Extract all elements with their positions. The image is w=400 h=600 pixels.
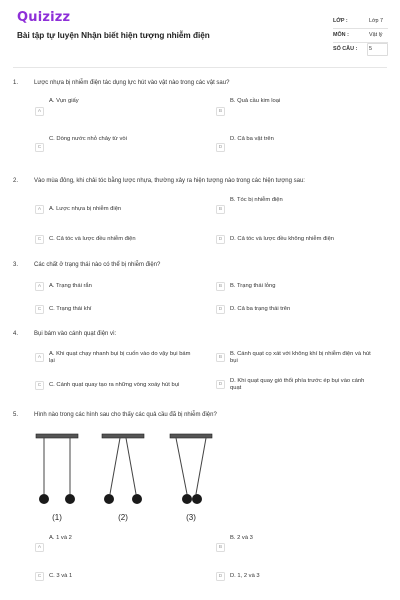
- answer-box: A: [35, 205, 44, 214]
- question-4-text: Bụi bám vào cánh quạt điện vì:: [34, 331, 117, 337]
- option-text: B. Cánh quạt cọ xát với không khí bị nhiễm điện và hút bụi: [230, 351, 371, 365]
- question-2-number: 2.: [13, 178, 19, 184]
- answer-box: C: [35, 143, 44, 152]
- option-text: D. 1, 2 và 3: [230, 573, 260, 579]
- answer-box: D: [216, 235, 225, 244]
- meta-subject-value: Vật lý: [369, 32, 383, 38]
- pendulum-set-2: [102, 434, 144, 522]
- question-5-number: 5.: [13, 412, 19, 418]
- answer-box: B: [216, 205, 225, 214]
- option-text: C. Cả tóc và lược đều nhiễm điện: [49, 236, 136, 242]
- figure-label-1: (1): [52, 513, 62, 522]
- pendulum-figure: [30, 432, 220, 526]
- option-text: B. Tóc bị nhiễm điện: [230, 197, 283, 203]
- answer-box: A: [35, 543, 44, 552]
- answer-box: C: [35, 572, 44, 581]
- question-4-number: 4.: [13, 331, 19, 337]
- answer-box: A: [35, 353, 44, 362]
- pendulum-set-1: [36, 434, 78, 522]
- worksheet-title: Bài tập tự luyện Nhận biết hiện tượng nhiễm điện: [17, 31, 210, 40]
- meta-grade-label: LỚP :: [333, 18, 348, 24]
- question-1-number: 1.: [13, 80, 19, 86]
- figure-label-3: (3): [186, 513, 196, 522]
- meta-subject-label: MÔN :: [333, 32, 349, 38]
- meta-grade-value: Lớp 7: [369, 18, 384, 24]
- answer-box: C: [35, 381, 44, 390]
- option-text: C. Dòng nước nhỏ chảy từ vòi: [49, 136, 127, 142]
- answer-box: C: [35, 305, 44, 314]
- question-3-text: Các chất ở trạng thái nào có thể bị nhiễm điện?: [34, 262, 161, 268]
- option-text: D. Cả ba trạng thái trên: [230, 306, 291, 312]
- option-text: A. Lược nhựa bị nhiễm điện: [49, 206, 122, 212]
- option-text: C. Trạng thái khí: [49, 306, 92, 312]
- option-text: C. Cánh quạt quay tạo ra những vòng xoáy hút bụi: [49, 382, 180, 388]
- question-2-text: Vào mùa đông, khi chải tóc bằng lược nhựa, thường xảy ra hiện tượng nào trong các hiện tượng sau:: [34, 178, 305, 184]
- option-text: A. Khi quạt chạy nhanh bụi bị cuốn vào do vậy bụi bám lại: [49, 351, 191, 365]
- option-text: B. 2 và 3: [230, 535, 253, 541]
- answer-box: B: [216, 107, 225, 116]
- figure-label-2: (2): [118, 513, 128, 522]
- option-text: D. Cả ba vật trên: [230, 136, 274, 142]
- meta-count-value: 5: [369, 46, 372, 52]
- question-3-number: 3.: [13, 262, 19, 268]
- option-text: B. Trạng thái lỏng: [230, 283, 276, 289]
- answer-box: B: [216, 543, 225, 552]
- answer-box: C: [35, 235, 44, 244]
- pendulum-diagram: [30, 432, 220, 526]
- answer-box: D: [216, 380, 225, 389]
- pendulum-set-3: [170, 434, 212, 522]
- answer-box: B: [216, 282, 225, 291]
- answer-box: D: [216, 305, 225, 314]
- quizizz-logo: Quizizz: [17, 10, 71, 25]
- option-text: A. 1 và 2: [49, 535, 72, 541]
- worksheet-header: [0, 0, 400, 62]
- answer-box: D: [216, 572, 225, 581]
- option-text: D. Cả tóc và lược đều không nhiễm điện: [230, 236, 335, 242]
- meta-count-label: SỐ CÂU :: [333, 46, 358, 52]
- header-divider: [13, 67, 387, 68]
- answer-box: A: [35, 282, 44, 291]
- question-5-text: Hình nào trong các hình sau cho thấy các quả cầu đã bị nhiễm điện?: [34, 412, 217, 418]
- answer-box: D: [216, 143, 225, 152]
- meta-grade-line: [333, 28, 388, 29]
- option-text: B. Quả cầu kim loại: [230, 98, 281, 104]
- option-text: A. Vụn giấy: [49, 98, 79, 104]
- question-1-text: Lược nhựa bị nhiễm điện tác dụng lực hút vào vật nào trong các vật sau?: [34, 80, 230, 86]
- answer-box: B: [216, 353, 225, 362]
- option-text: D. Khi quạt quay gió thổi phía trước ép bụi vào cánh quạt: [230, 378, 365, 392]
- option-text: C. 3 và 1: [49, 573, 73, 579]
- option-text: A. Trạng thái rắn: [49, 283, 92, 289]
- answer-box: A: [35, 107, 44, 116]
